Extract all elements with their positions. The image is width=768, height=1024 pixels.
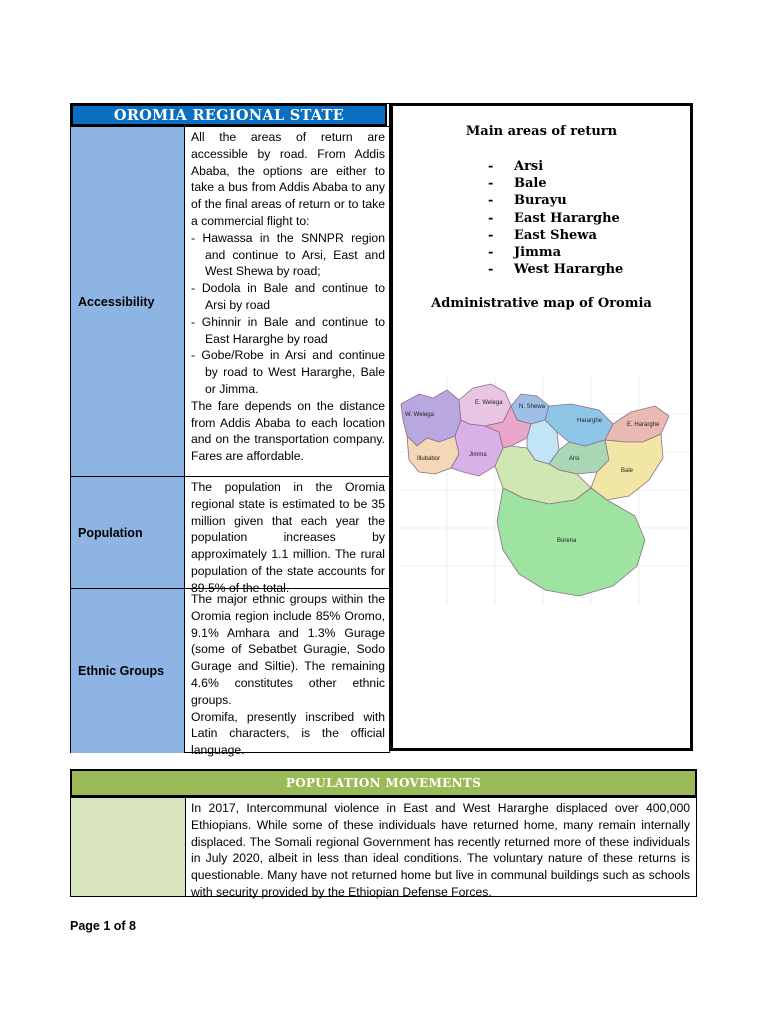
row-text: The population in the Oromia regional state is estimated to be 35 million given that each year the population increases by approximately 1.1 million. The rural population of the state accounts for 89.5% of the total.: [191, 480, 385, 595]
list-item: - Gobe/Robe in Arsi and continue by road to West Hararghe, Bale or Jimma.: [191, 348, 385, 396]
list-item: [488, 175, 623, 192]
area-name: West Hararghe: [514, 262, 624, 278]
list-item: [488, 227, 623, 244]
list-dash: -: [488, 176, 494, 192]
population-movements-table: [70, 769, 697, 897]
area-name: Bale: [514, 176, 547, 192]
map-label: E. Hararghe: [627, 422, 660, 428]
map-label: Illubabor: [417, 456, 441, 462]
oromia-map: [399, 376, 689, 604]
row-text: [191, 591, 385, 759]
list-dash: -: [488, 210, 494, 226]
ethnic-groups-text: The major ethnic groups within the Oromia region include 85% Oromo, 9.1% Amhara and 1.3% Gurage (some of Sebatbet Guragie, Sodo Gurage and Siltie). The remaining 4.6% constitutes other ethnic groups.: [191, 592, 385, 707]
table-row-population: [71, 476, 389, 595]
area-name: East Hararghe: [514, 210, 620, 226]
map-label: Bale: [621, 468, 634, 474]
list-item: [488, 192, 623, 209]
list-dash: -: [488, 245, 494, 261]
list-item: - Hawassa in the SNNPR region and continue to Arsi, East and West Shewa by road;: [191, 230, 385, 279]
row-text: In 2017, Intercommunal violence in East and West Hararghe displaced over 400,000 Ethiopians. While some of these individuals have returned home, many remain internally displaced. The Somali regional Government has recently returned more of these individuals in July 2020, albeit in less than ideal conditions. The voluntary nature of these returns is questionable. Many have not returned home but live in communal buildings such as schools with security provided by the Ethiopian Defense Forces.: [191, 801, 690, 899]
map-label: Arsi: [569, 456, 580, 462]
areas-of-return-panel: [390, 103, 693, 751]
page-number: Page 1 of 8: [70, 919, 136, 933]
list-item: - Ghinnir in Bale and continue to East Hararghe by road: [191, 314, 385, 346]
table-title: POPULATION MOVEMENTS: [70, 769, 697, 797]
list-item: [488, 261, 623, 278]
accessibility-intro: All the areas of return are accessible by road. From Addis Ababa, the options are either to take a bus from Addis Ababa to any of the final areas of return or to take a commercial flight to:: [191, 130, 385, 228]
list-dash: -: [488, 262, 494, 278]
row-label: Ethnic Groups: [71, 589, 185, 753]
list-item: - Dodola in Bale and continue to Arsi by road: [191, 281, 385, 312]
map-title: Administrative map of Oromia: [431, 296, 652, 311]
map-label: E. Welega: [475, 400, 503, 406]
table-title: OROMIA REGIONAL STATE: [71, 104, 387, 126]
area-name: East Shewa: [514, 227, 597, 243]
oromia-info-table: [70, 103, 390, 758]
area-name: Burayu: [514, 193, 567, 209]
row-label: Population: [71, 477, 185, 589]
area-name: Jimma: [514, 245, 562, 261]
map-label: N. Shewa: [519, 404, 546, 410]
accessibility-outro: The fare depends on the distance from Addis Ababa to each location and on the transportation company. Fares are affordable.: [191, 398, 385, 464]
row-label: Accessibility: [71, 127, 185, 477]
flight-destinations-list: [191, 230, 385, 398]
map-label: Jimma: [469, 452, 487, 458]
table-row: [70, 797, 697, 897]
list-item: [488, 158, 623, 175]
map-label: Hararghe: [577, 418, 603, 424]
row-text: [191, 129, 385, 465]
list-dash: -: [488, 227, 494, 243]
map-label: Borena: [557, 538, 577, 544]
map-label: W. Welega: [405, 412, 434, 418]
row-label-cell: [71, 798, 186, 896]
table-row-accessibility: [71, 126, 389, 477]
table-row-ethnic-groups: [71, 588, 389, 758]
list-dash: -: [488, 159, 494, 174]
language-text: Oromifa, presently inscribed with Latin characters, is the official language.: [191, 709, 385, 758]
area-name: Arsi: [514, 159, 544, 174]
list-dash: -: [488, 193, 494, 209]
list-item: [488, 244, 623, 261]
main-areas-title: Main areas of return: [465, 124, 618, 139]
list-item: [488, 210, 623, 227]
areas-list: [488, 158, 623, 278]
